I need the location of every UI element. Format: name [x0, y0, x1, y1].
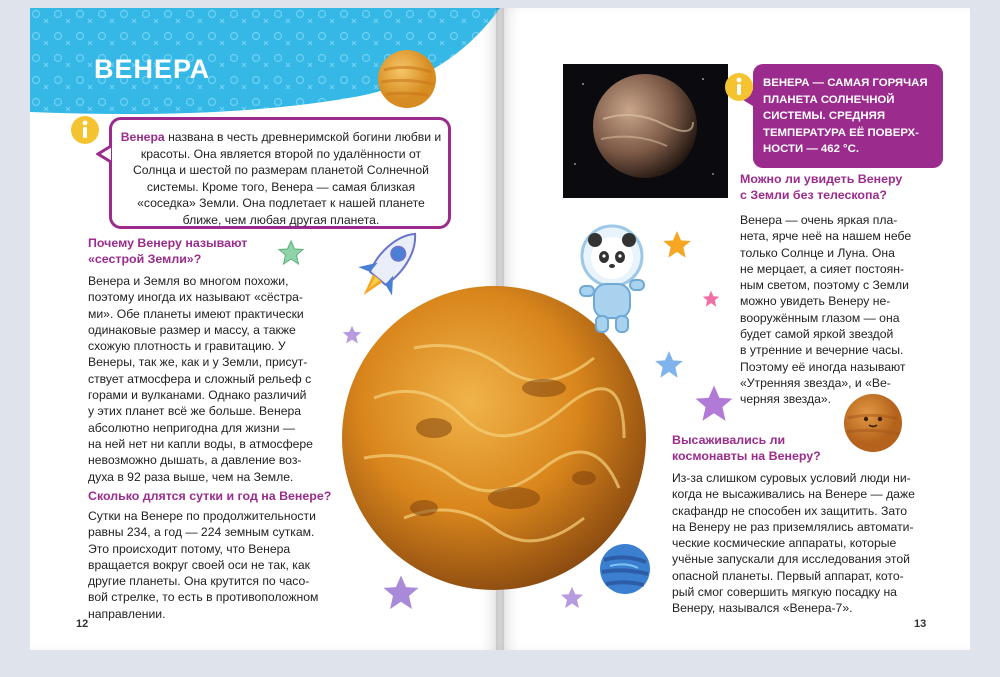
info-text: названа в честь древнеримской богини любви и красоты. Она является второй по удалённости от Солнца и шестой по размерам планетой Солнечной системы. Кроме того, Венера — самая близкая «соседка» Земли. Она подлетает к нашей планете ближе, чем любая другая планета. — [132, 130, 442, 227]
info-icon — [724, 72, 754, 102]
info-box — [109, 117, 451, 229]
info-highlight: Венера — [120, 130, 165, 144]
info-icon — [70, 115, 100, 145]
temperature-info-box: ВЕНЕРА — САМАЯ ГОРЯЧАЯ ПЛАНЕТА СОЛНЕЧНОЙ СИСТЕМЫ. СРЕДНЯЯ ТЕМПЕРАТУРА ЕЁ ПОВЕРХ- НОСТИ — 462 °С. — [753, 64, 943, 168]
venus-photo — [563, 64, 728, 198]
star-icon — [654, 350, 684, 380]
section-heading-see-venus: Можно ли увидеть Венеру с Земли без телескопа? — [740, 172, 903, 202]
venus-photo-image — [563, 64, 728, 198]
planet-icon — [598, 542, 652, 596]
book-spread — [30, 8, 970, 650]
section-text-landing: Из-за слишком суровых условий люди ни- когда не высаживались на Венере — даже скафандр не способен их защитить. Зато на Венеру не раз приземлялись автомати- ческие космические аппараты, которые учёные запускали для исследования этой опасной планеты. Первый аппарат, кото- рый смог совершить мягкую посадку на Венеру, назывался «Венера-7». — [672, 471, 915, 616]
section-text-day-year: Сутки на Венере по продолжительности равны 234, а год — 224 земным суткам. Это происходит потому, что Венера вращается вокруг своей оси не так, как другие планеты. Она крутится по часо- вой стрелке, то есть в противоположном направлении. — [88, 509, 319, 621]
section-text-sister: Венера и Земля во многом похожи, поэтому иногда их называют «сёстра- ми». Обе планеты имеют практически одинаковые размер и массу, а также схожую плотность и гравитацию. У Венеры, так же, как и у Земли, присут- ствует атмосфера и сложный рельеф с горами и вулканами. Однако различий у этих планет всё же больше. Венера абсолютно непригодна для жизни — на ней нет ни капли воды, в атмосфере невозможно дышать, а давление воз- духа в 92 раза выше, чем на Земле. — [88, 274, 313, 484]
section-heading-day-year: Сколько длятся сутки и год на Венере? — [88, 489, 332, 503]
star-icon — [702, 290, 720, 308]
speech-pointer — [96, 144, 112, 164]
section-text-see-venus: Венера — очень яркая пла- нета, ярче неё на нашем небе только Солнце и Луна. Она не мерцает, а сияет постоян- ным светом, поэтому с Земли можно увидеть Венеру не- вооружённым глазом — она будет самой яркой звездой в утренние и вечерние часы. Поэтому её иногда называют «Утренняя звезда», и «Ве- черняя звезда». — [740, 213, 912, 407]
star-icon — [662, 230, 692, 260]
page-number-right: 13 — [914, 618, 927, 630]
star-icon — [694, 384, 734, 424]
star-icon — [560, 586, 584, 610]
planet-icon — [376, 48, 438, 110]
section-heading-sister: Почему Венеру называют «сестрой Земли»? — [88, 236, 248, 266]
planet-icon — [842, 392, 904, 454]
star-icon — [278, 240, 304, 266]
page-number-left: 12 — [76, 618, 89, 630]
page-title: ВЕНЕРА — [94, 54, 211, 84]
astronaut-panda-icon — [570, 220, 654, 338]
section-heading-landing: Высаживались ли космонавты на Венеру? — [672, 433, 821, 463]
